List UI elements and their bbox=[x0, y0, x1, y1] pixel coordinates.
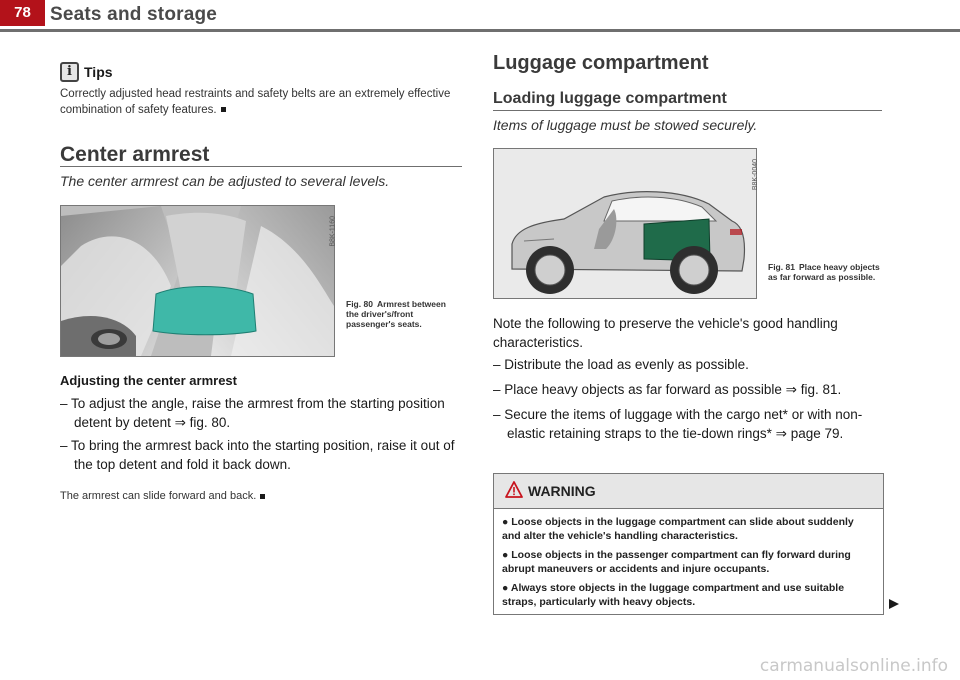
warning-text: Loose objects in the passenger compartment can fly forward during abrupt maneuvers or accidents and injure occupants. bbox=[502, 549, 851, 575]
tips-label: Tips bbox=[84, 64, 113, 80]
continued-arrow-icon bbox=[888, 598, 900, 610]
figure-code: B8K-0040 bbox=[752, 159, 759, 191]
page-number: 78 bbox=[0, 0, 45, 26]
car-illustration bbox=[494, 149, 756, 298]
section-rule bbox=[493, 110, 882, 111]
warning-icon bbox=[505, 481, 523, 499]
armrest-steps bbox=[60, 394, 470, 474]
luggage-intro: Note the following to preserve the vehicle's good handling characteristics. bbox=[493, 316, 838, 350]
luggage-heading: Luggage compartment bbox=[493, 52, 709, 74]
list-item: – Secure the items of luggage with the cargo net* or with non-elastic retaining straps to the tie-down rings* ⇒ page 79. bbox=[493, 407, 863, 441]
luggage-subtitle: Items of luggage must be stowed securely. bbox=[493, 117, 758, 133]
end-mark-icon bbox=[221, 107, 226, 112]
step-text: To adjust the angle, raise the armrest from the starting position detent by detent ⇒ fig. 80. bbox=[71, 396, 445, 430]
list-item: – To bring the armrest back into the starting position, raise it out of the top detent and fold it back down. bbox=[60, 438, 455, 472]
list-item: – To adjust the angle, raise the armrest from the starting position detent by detent ⇒ fig. 80. bbox=[60, 396, 445, 430]
step-text: Place heavy objects as far forward as possible ⇒ fig. 81. bbox=[504, 382, 842, 397]
note-text: The armrest can slide forward and back. bbox=[60, 490, 257, 502]
info-icon: i bbox=[60, 62, 79, 82]
adjusting-armrest-heading: Adjusting the center armrest bbox=[60, 373, 237, 388]
armrest-note bbox=[60, 490, 265, 502]
warning-title: WARNING bbox=[528, 483, 596, 499]
end-mark-icon bbox=[260, 494, 265, 499]
watermark: carmanualsonline.info bbox=[759, 656, 948, 676]
section-title: Seats and storage bbox=[50, 4, 218, 25]
caption-number: Fig. 81 bbox=[768, 262, 795, 272]
figure-caption bbox=[346, 299, 446, 329]
warning-box bbox=[493, 473, 884, 615]
armrest-illustration bbox=[61, 206, 334, 356]
warning-text: Always store objects in the luggage compartment and use suitable straps, particularly with heavy objects. bbox=[502, 582, 845, 608]
figure-caption bbox=[768, 262, 880, 282]
header-rule bbox=[0, 29, 960, 32]
warning-items bbox=[494, 509, 883, 609]
warning-item: ● Loose objects in the passenger compartment can fly forward during abrupt maneuvers or accidents and injure occupants. bbox=[502, 549, 851, 575]
list-item: – Place heavy objects as far forward as possible ⇒ fig. 81. bbox=[493, 382, 842, 397]
warning-item: ● Loose objects in the luggage compartment can slide about suddenly and alter the vehicle's handling characteristics. bbox=[502, 516, 854, 542]
warning-item: ● Always store objects in the luggage compartment and use suitable straps, particularly with heavy objects. bbox=[502, 582, 845, 608]
caption-text: Armrest between the driver's/front passenger's seats. bbox=[346, 299, 446, 329]
figure-code: B8K-1160 bbox=[330, 216, 337, 247]
luggage-figure bbox=[493, 148, 757, 299]
step-text: Secure the items of luggage with the cargo net* or with non-elastic retaining straps to the tie-down rings* ⇒ page 79. bbox=[504, 407, 863, 441]
loading-luggage-heading: Loading luggage compartment bbox=[493, 90, 727, 107]
tips-text bbox=[60, 86, 470, 118]
caption-number: Fig. 80 bbox=[346, 299, 373, 309]
list-item: – Distribute the load as evenly as possible. bbox=[493, 357, 749, 372]
step-text: To bring the armrest back into the starting position, raise it out of the top detent and fold it back down. bbox=[71, 438, 455, 472]
tips-body: Correctly adjusted head restraints and safety belts are an extremely effective combination of safety features. bbox=[60, 88, 451, 116]
warning-text: Loose objects in the luggage compartment can slide about suddenly and alter the vehicle's handling characteristics. bbox=[502, 516, 854, 542]
center-armrest-subtitle: The center armrest can be adjusted to several levels. bbox=[60, 173, 390, 189]
section-rule bbox=[60, 166, 462, 167]
warning-header bbox=[494, 474, 883, 509]
step-text: Distribute the load as evenly as possible. bbox=[504, 357, 749, 372]
luggage-steps bbox=[493, 355, 885, 443]
caption-text: Place heavy objects as far forward as possible. bbox=[768, 262, 880, 282]
armrest-figure bbox=[60, 205, 335, 357]
center-armrest-heading: Center armrest bbox=[60, 143, 210, 166]
